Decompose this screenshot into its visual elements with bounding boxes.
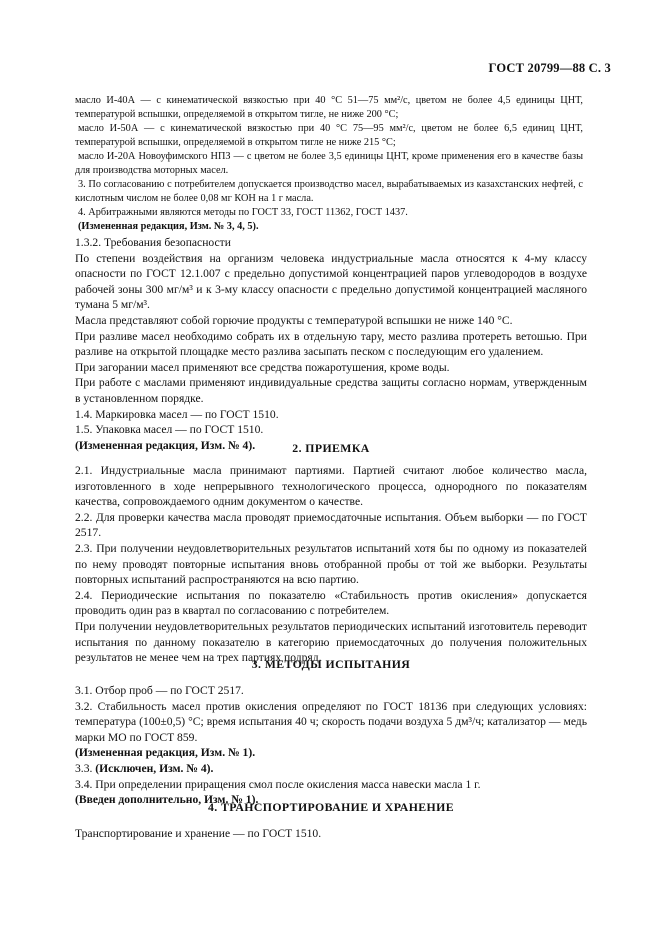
acceptance-2-4-b: При получении неудовлетворительных результатов периодических испытаний изготовитель переводит испытания по данному показателю в категорию приемосдаточных до получения положительных результатов не менее чем на трех партиях подряд. xyxy=(75,619,587,665)
safety-paragraph-5: При работе с маслами применяют индивидуальные средства защиты согласно нормам, утвержденным в установленном порядке. xyxy=(75,376,587,405)
method-3-3 xyxy=(75,761,587,777)
safety-paragraph-4: При загорании масел применяют все средства пожаротушения, кроме воды. xyxy=(75,360,450,374)
edit-note-4: (Введен дополнительно, Изм. № 1). xyxy=(75,793,259,807)
edit-note-3: (Измененная редакция, Изм. № 1). xyxy=(75,746,256,760)
method-3-3-text: (Исключен, Изм. № 4). xyxy=(95,761,214,775)
section-2-heading: 2. ПРИЕМКА xyxy=(292,441,370,455)
acceptance-2-4: 2.4. Периодические испытания по показателю «Стабильность против окисления» допускается проводить один раз в квартал по согласованию с потребителем. xyxy=(75,588,587,618)
acceptance-2-3: 2.3. При получении неудовлетворительных результатов испытаний хотя бы по одному из показателей по нему проводят повторные испытания вновь отобранной пробы от той же выборки. Результаты повторных испытаний распространяются на всю партию. xyxy=(75,541,587,587)
packing-paragraph: 1.5. Упаковка масел — по ГОСТ 1510. xyxy=(75,423,264,437)
edit-note-2: (Измененная редакция, Изм. № 4). xyxy=(75,438,256,452)
safety-paragraph-1: По степени воздействия на организм человека индустриальные масла относятся к 4-му классу опасности по ГОСТ 12.1.007 с предельно допустимой концентрацией паров углеводородов в воздухе рабочей зоны 300 мг/м³ и к 3-му классу опасности с предельно допустимой концентрацией масляного тумана 5 мг/м³. xyxy=(75,251,587,312)
safety-paragraph-3: При разливе масел необходимо собрать их в отдельную тару, место разлива протереть ветошью. При разливе на открытой площадке место разлива засыпать песком с последующим его удалением. xyxy=(75,329,587,359)
safety-section xyxy=(75,235,587,453)
oil-requirements xyxy=(75,94,583,234)
method-3-3-number: 3.3. xyxy=(75,761,93,775)
acceptance-2-2: 2.2. Для проверки качества масла проводят приемосдаточные испытания. Объем выборки — по ГОСТ 2517. xyxy=(75,510,587,540)
section-4-heading: 4. ТРАНСПОРТИРОВАНИЕ И ХРАНЕНИЕ xyxy=(208,800,454,814)
methods-section xyxy=(75,683,587,808)
method-3-1: 3.1. Отбор проб — по ГОСТ 2517. xyxy=(75,684,244,697)
acceptance-2-1: 2.1. Индустриальные масла принимают партиями. Партией считают любое количество масла, изготовленного в ходе непрерывного технологического процесса, однородного по показателям качества, сопровождаемого одним документом о качестве. xyxy=(75,464,587,509)
section-3-heading: 3. МЕТОДЫ ИСПЫТАНИЯ xyxy=(251,657,411,671)
page-header: ГОСТ 20799—88 С. 3 xyxy=(488,61,611,75)
transport-paragraph: Транспортирование и хранение — по ГОСТ 1510. xyxy=(75,827,322,840)
note-4: 4. Арбитражными являются методы по ГОСТ 33, ГОСТ 11362, ГОСТ 1437. xyxy=(78,207,408,218)
edit-note-1: (Измененная редакция, Изм. № 3, 4, 5). xyxy=(78,221,259,232)
note-3: 3. По согласованию с потребителем допускается производство масел, вырабатываемых из казахстанских нефтей, с кислотным числом не более 0,08 мг КОН на 1 г масла. xyxy=(75,179,583,204)
section-1-3-2-title: 1.3.2. Требования безопасности xyxy=(75,236,231,249)
oil-i20a: масло И-20А Новоуфимского НПЗ — с цветом не более 3,5 единицы ЦНТ, кроме применения его в качестве базы для производства моторных масел. xyxy=(75,151,583,176)
oil-i40a: масло И-40А — с кинематической вязкостью при 40 °С 51—75 мм²/с, цветом не более 4,5 единицы ЦНТ, температурой вспышки, определяемой в открытом тигле, не ниже 200 °С; xyxy=(75,95,583,120)
method-3-4: 3.4. При определении приращения смол после окисления масса навески масла 1 г. xyxy=(75,777,481,791)
safety-paragraph-2: Масла представляют собой горючие продукты с температурой вспышки не ниже 140 °С. xyxy=(75,313,513,327)
acceptance-section xyxy=(75,463,587,666)
oil-i50a: масло И-50А — с кинематической вязкостью при 40 °С 75—95 мм²/с, цветом не более 6,5 единиц ЦНТ, температурой вспышки, определяемой в открытом тигле не ниже 215 °С; xyxy=(75,123,583,148)
transport-section xyxy=(75,826,587,842)
method-3-2: 3.2. Стабильность масел против окисления определяют по ГОСТ 18136 при следующих условиях: температура (100±0,5) °С; время испытания 40 ч; скорость подачи воздуха 5 дм³/ч; катализатор — медь марки МО по ГОСТ 859. xyxy=(75,699,587,744)
marking-paragraph: 1.4. Маркировка масел — по ГОСТ 1510. xyxy=(75,407,279,421)
